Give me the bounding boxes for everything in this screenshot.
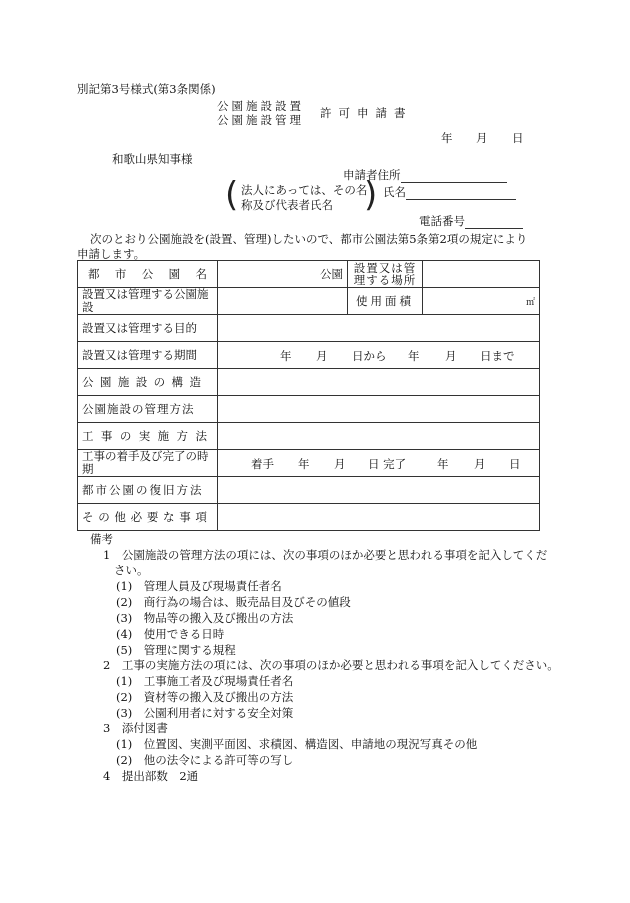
table-row <box>78 315 540 342</box>
facility-label-line-2: 設 <box>82 300 94 314</box>
park-name-label-text: 都 市 公 園 名 <box>88 267 207 281</box>
structure-field[interactable] <box>218 369 540 396</box>
method-field[interactable] <box>218 396 540 423</box>
note-2-item: (3) 公園利用者に対する安全対策 <box>116 706 294 720</box>
title-line-2: 公園施設管理 <box>217 113 304 127</box>
area-field[interactable] <box>423 288 540 315</box>
right-brace-icon: ) <box>364 175 378 215</box>
purpose-label: 設置又は管理する目的 <box>78 315 218 342</box>
table-row <box>78 261 540 288</box>
park-name-label <box>78 261 218 288</box>
note-1-item: (4) 使用できる日時 <box>116 627 225 641</box>
period-until: 日まで <box>480 349 515 363</box>
construction-label-text: 工 事 の 実 施 方 法 <box>82 429 207 443</box>
corp-note-line-1: 法人にあっては、その名 <box>241 183 368 197</box>
method-label: 公園施設の管理方法 <box>78 396 218 423</box>
schedule-month-2: 月 <box>474 457 486 471</box>
schedule-day-complete: 日 完了 <box>368 457 407 471</box>
other-field[interactable] <box>218 504 540 531</box>
schedule-year-1: 年 <box>298 457 310 471</box>
period-month-1: 月 <box>316 349 328 363</box>
place-label-line-1: 設置又は管 <box>353 261 417 275</box>
other-label-text: そ の 他 必 要 な 事 項 <box>82 510 207 524</box>
restore-label: 都市公園の復旧方法 <box>78 477 218 504</box>
schedule-label <box>78 450 218 477</box>
note-1-item: (1) 管理人員及び現場責任者名 <box>116 579 282 593</box>
name-label: 氏名 <box>383 184 516 200</box>
note-2-item: (1) 工事施工者及び現場責任者名 <box>116 674 294 688</box>
period-field[interactable] <box>218 342 540 369</box>
structure-label <box>78 369 218 396</box>
table-row <box>78 477 540 504</box>
intro-line-2: 申請します。 <box>77 247 146 261</box>
period-year-1: 年 <box>280 349 292 363</box>
schedule-year-2: 年 <box>437 457 449 471</box>
address-label: 申請者住所 <box>343 167 507 183</box>
addressee: 和歌山県知事様 <box>112 152 193 166</box>
period-label: 設置又は管理する期間 <box>78 342 218 369</box>
schedule-start: 着手 <box>251 457 274 471</box>
schedule-month-1: 月 <box>334 457 346 471</box>
date-year: 年 <box>441 131 453 145</box>
phone-label: 電話番号 <box>419 213 523 229</box>
place-label-line-2: 理する場所 <box>353 273 417 287</box>
application-table <box>77 260 540 531</box>
schedule-label-line-1: 工事の着手及び完了の時 <box>82 449 209 463</box>
title-line-1: 公園施設設置 <box>217 99 304 113</box>
note-1-line-2: さい。 <box>114 563 149 577</box>
construction-field[interactable] <box>218 423 540 450</box>
table-row <box>78 504 540 531</box>
notes-heading: 備考 <box>90 532 113 546</box>
place-field[interactable] <box>423 261 540 288</box>
note-4-line-1: 4 提出部数 2通 <box>103 769 199 783</box>
date-day: 日 <box>512 131 524 145</box>
left-brace-icon: ( <box>225 175 239 215</box>
facility-label <box>78 288 218 315</box>
restore-field[interactable] <box>218 477 540 504</box>
corp-note <box>241 183 367 213</box>
period-year-2: 年 <box>408 349 420 363</box>
other-label <box>78 504 218 531</box>
note-1-line-1: 1 公園施設の管理方法の項には、次の事項のほか必要と思われる事項を記入してくだ <box>103 548 548 562</box>
park-suffix: 公園 <box>320 267 343 281</box>
schedule-field[interactable] <box>218 450 540 477</box>
note-2-item: (2) 資材等の搬入及び搬出の方法 <box>116 690 294 704</box>
area-label: 使用面積 <box>348 288 423 315</box>
schedule-day-2: 日 <box>509 457 521 471</box>
title-suffix: 許可申請書 <box>320 106 413 120</box>
construction-label <box>78 423 218 450</box>
note-3-item: (2) 他の法令による許可等の写し <box>116 753 294 767</box>
table-row <box>78 423 540 450</box>
table-row <box>78 396 540 423</box>
schedule-label-line-2: 期 <box>82 462 94 476</box>
table-row <box>78 450 540 477</box>
period-from: 日から <box>352 349 387 363</box>
form-number: 別記第3号様式(第3条関係) <box>77 82 216 96</box>
intro-line-1: 次のとおり公園施設を(設置、管理)したいので、都市公園法第5条第2項の規定により <box>90 232 528 246</box>
area-unit: ㎡ <box>525 297 535 308</box>
period-month-2: 月 <box>445 349 457 363</box>
note-1-item: (5) 管理に関する規程 <box>116 643 236 657</box>
table-row <box>78 369 540 396</box>
facility-field[interactable] <box>218 288 348 315</box>
structure-label-text: 公 園 施 設 の 構 造 <box>82 375 201 389</box>
table-row <box>78 288 540 315</box>
note-2-line-1: 2 工事の実施方法の項には、次の事項のほか必要と思われる事項を記入してください。 <box>103 658 559 672</box>
note-1-item: (3) 物品等の搬入及び搬出の方法 <box>116 611 294 625</box>
place-label <box>348 261 423 288</box>
date-month: 月 <box>476 131 488 145</box>
corp-note-line-2: 称及び代表者氏名 <box>241 198 333 212</box>
table-row <box>78 342 540 369</box>
purpose-field[interactable] <box>218 315 540 342</box>
facility-label-line-1: 設置又は管理する公園施 <box>82 287 209 301</box>
note-1-item: (2) 商行為の場合は、販売品目及びその値段 <box>116 595 351 609</box>
park-name-field[interactable] <box>218 261 348 288</box>
note-3-line-1: 3 添付図書 <box>103 721 168 735</box>
note-3-item: (1) 位置図、実測平面図、求積図、構造図、申請地の現況写真その他 <box>116 737 478 751</box>
